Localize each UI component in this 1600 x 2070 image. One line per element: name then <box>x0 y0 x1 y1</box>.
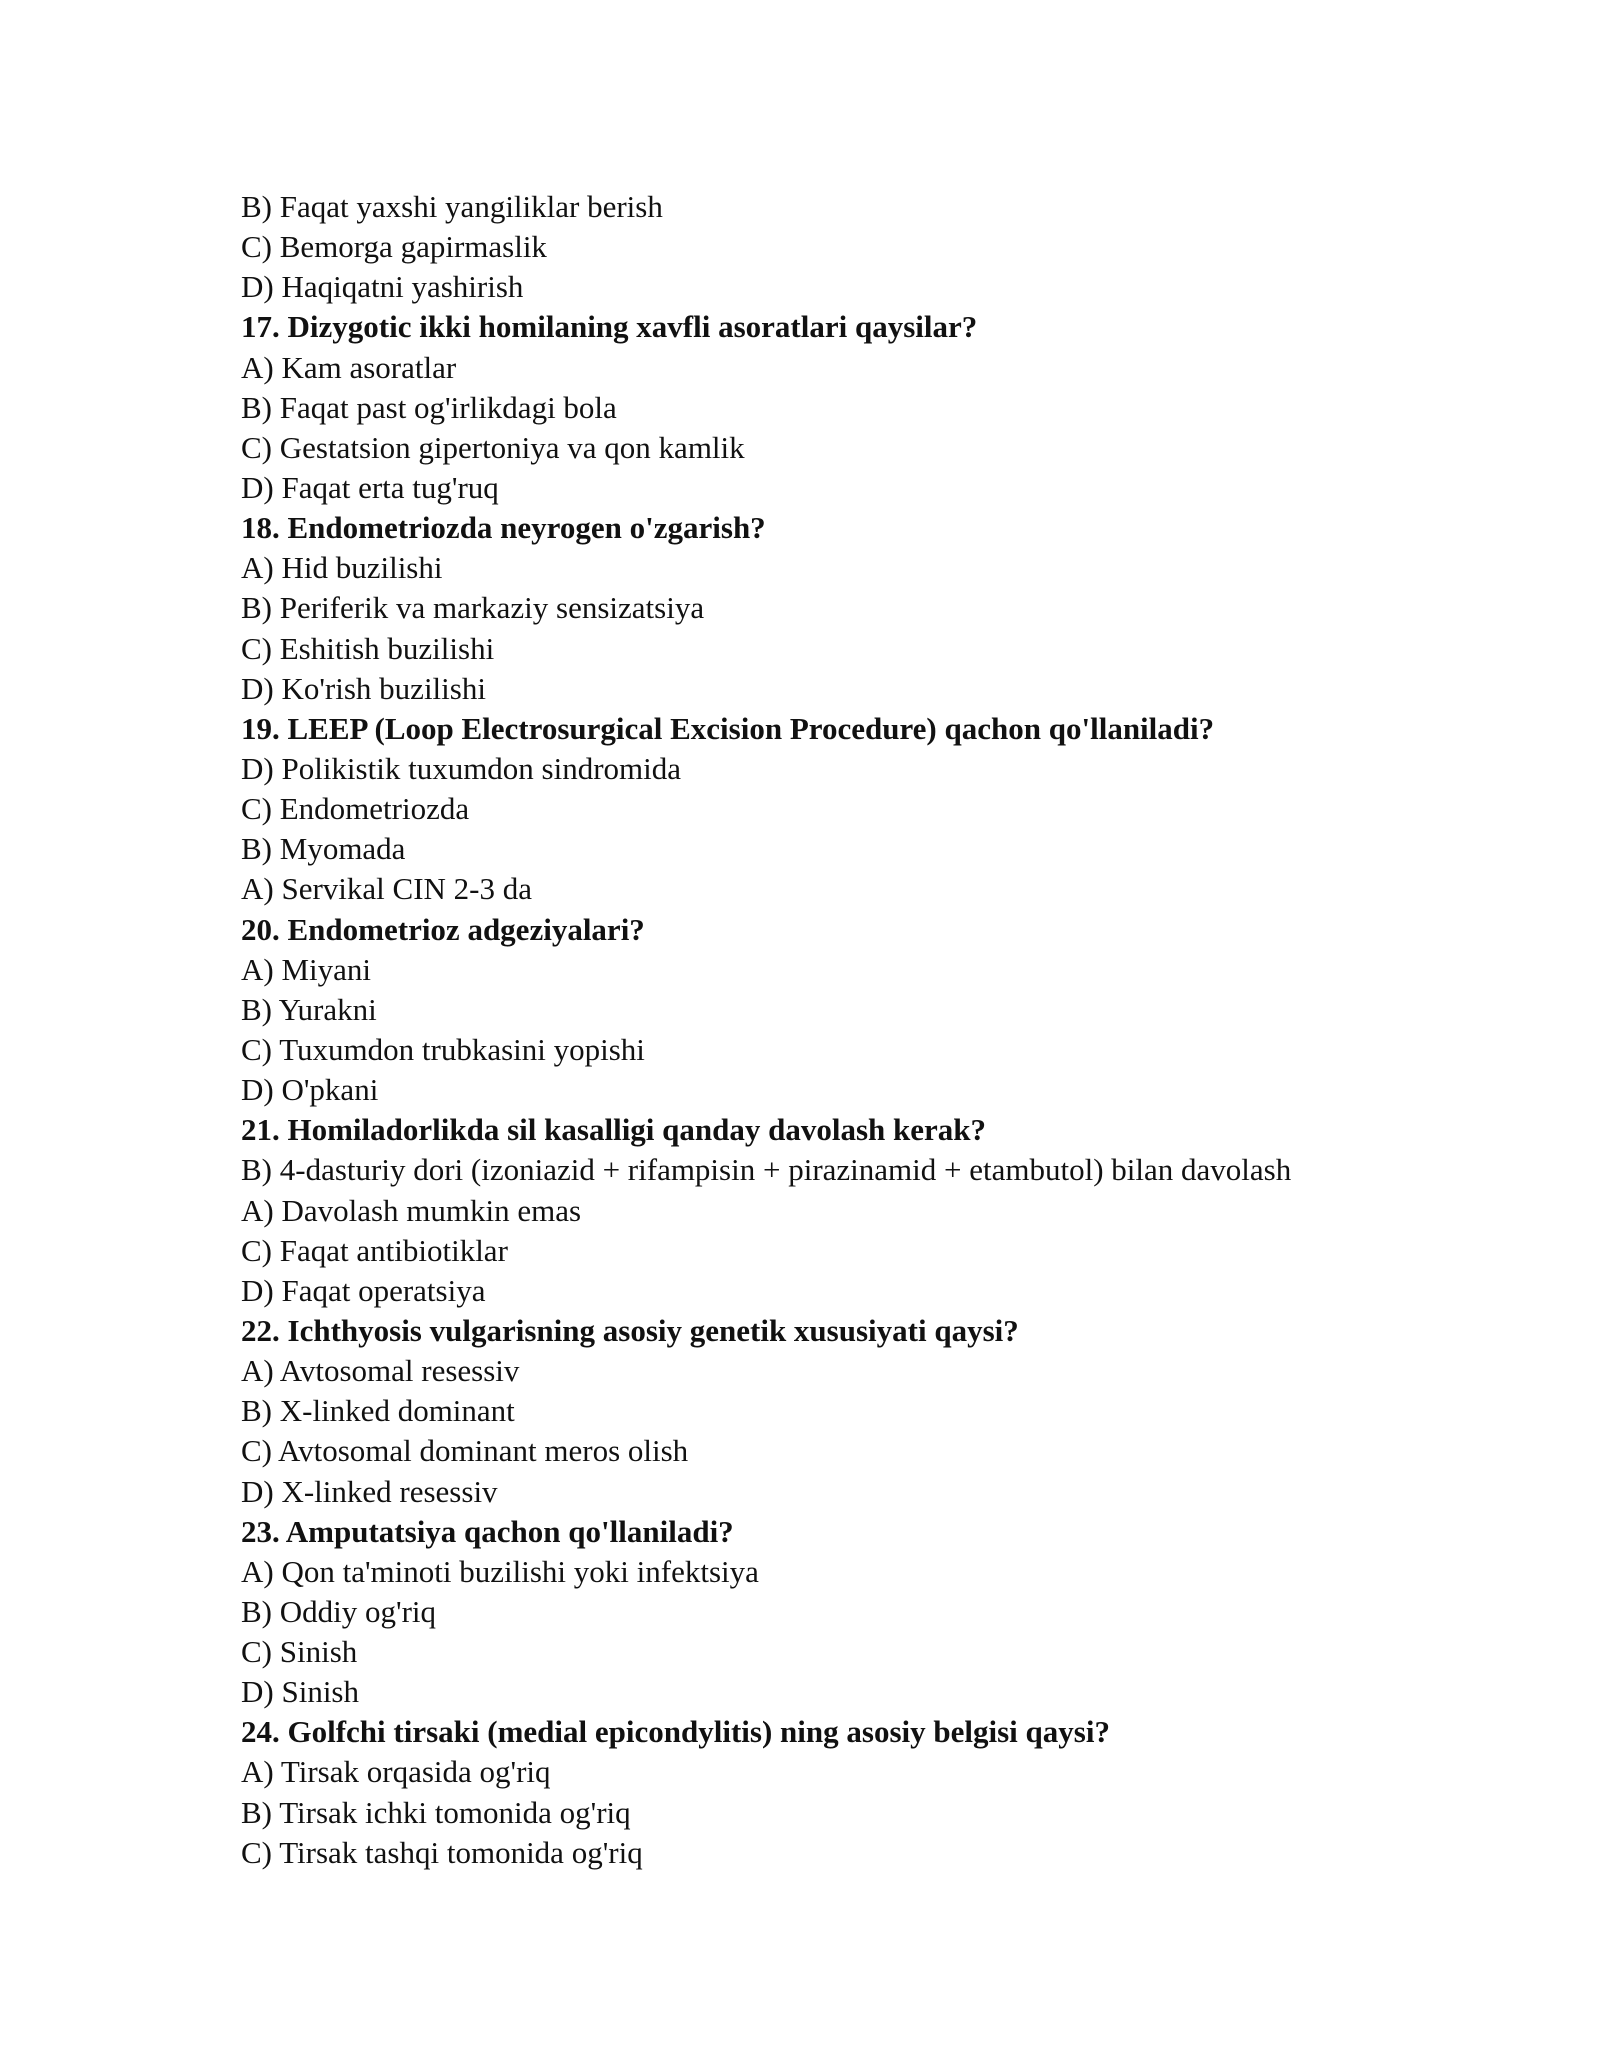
answer-option: A) Qon ta'minoti buzilishi yoki infektsiya <box>241 1553 759 1589</box>
answer-option: D) O'pkani <box>241 1072 379 1108</box>
question-heading: 20. Endometrioz adgeziyalari? <box>241 911 645 947</box>
answer-option: B) Yurakni <box>241 991 377 1027</box>
answer-option: C) Gestatsion gipertoniya va qon kamlik <box>241 429 745 465</box>
answer-option: B) Faqat yaxshi yangiliklar berish <box>241 189 663 224</box>
answer-option: D) Sinish <box>241 1674 359 1710</box>
answer-option: A) Miyani <box>241 951 372 987</box>
question-heading: 23. Amputatsiya qachon qo'llaniladi? <box>241 1513 734 1549</box>
question-heading: 18. Endometriozda neyrogen o'zgarish? <box>241 510 766 546</box>
answer-option: A) Davolash mumkin emas <box>241 1192 582 1228</box>
question-heading: 22. Ichthyosis vulgarisning asosiy genetik xususiyati qaysi? <box>241 1312 1019 1348</box>
answer-option: B) Oddiy og'riq <box>241 1593 437 1629</box>
answer-option: B) Tirsak ichki tomonida og'riq <box>241 1794 631 1830</box>
answer-option: D) Faqat operatsiya <box>241 1272 486 1308</box>
answer-option: D) Ko'rish buzilishi <box>241 670 486 706</box>
answer-option: B) Myomada <box>241 831 406 867</box>
question-heading: 19. LEEP (Loop Electrosurgical Excision Procedure) qachon qo'llaniladi? <box>241 710 1215 746</box>
question-heading: 17. Dizygotic ikki homilaning xavfli asoratlari qaysilar? <box>241 309 978 345</box>
question-list <box>241 187 1441 1873</box>
answer-option: D) Haqiqatni yashirish <box>241 269 524 305</box>
answer-option: B) Periferik va markaziy sensizatsiya <box>241 590 705 626</box>
answer-option: C) Tuxumdon trubkasini yopishi <box>241 1031 645 1067</box>
answer-option: A) Kam asoratlar <box>241 349 457 385</box>
answer-option: A) Hid buzilishi <box>241 550 443 586</box>
question-heading: 21. Homiladorlikda sil kasalligi qanday davolash kerak? <box>241 1112 987 1148</box>
answer-option: B) Faqat past og'irlikdagi bola <box>241 389 617 425</box>
answer-option: B) X-linked dominant <box>241 1393 515 1429</box>
question-heading: 24. Golfchi tirsaki (medial epicondylitis) ning asosiy belgisi qaysi? <box>241 1714 1110 1750</box>
answer-option: C) Sinish <box>241 1634 358 1670</box>
answer-option: C) Faqat antibiotiklar <box>241 1232 508 1268</box>
answer-option: C) Eshitish buzilishi <box>241 630 495 666</box>
answer-option: D) X-linked resessiv <box>241 1473 498 1509</box>
answer-option: D) Faqat erta tug'ruq <box>241 469 499 505</box>
answer-option: A) Avtosomal resessiv <box>241 1353 520 1389</box>
answer-option: A) Tirsak orqasida og'riq <box>241 1754 551 1790</box>
answer-option: A) Servikal CIN 2-3 da <box>241 871 532 907</box>
answer-option: C) Bemorga gapirmaslik <box>241 229 547 265</box>
answer-option: C) Endometriozda <box>241 791 470 827</box>
answer-option: C) Tirsak tashqi tomonida og'riq <box>241 1834 643 1870</box>
answer-option: B) 4-dasturiy dori (izoniazid + rifampisin + pirazinamid + etambutol) bilan davolash <box>241 1152 1292 1188</box>
answer-option: D) Polikistik tuxumdon sindromida <box>241 750 682 786</box>
answer-option: C) Avtosomal dominant meros olish <box>241 1433 689 1469</box>
